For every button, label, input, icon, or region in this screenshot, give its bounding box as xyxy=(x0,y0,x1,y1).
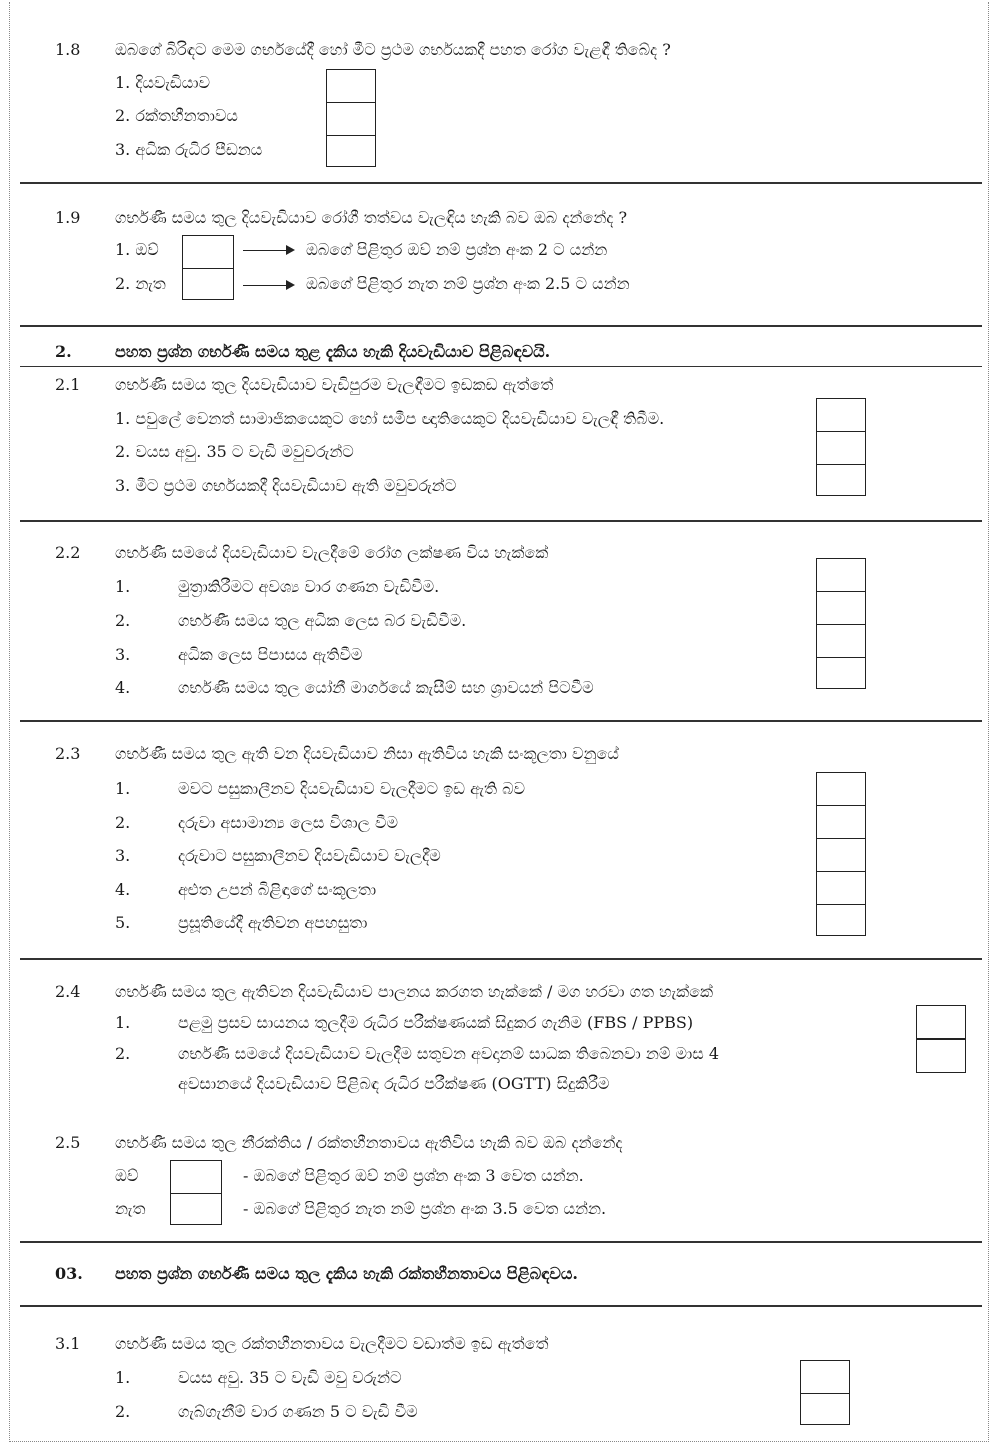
q1-8-checkbox-3[interactable] xyxy=(326,135,376,167)
q2-2-option-2: ගර්භණී සමය තුල අධික ලෙස බර වැඩිවීම. xyxy=(178,611,467,630)
section-divider xyxy=(20,366,982,367)
q2-3-number: 2.3 xyxy=(55,744,81,763)
q2-5-checkbox-no[interactable] xyxy=(170,1193,222,1225)
q2-2-option-3-num: 3. xyxy=(115,645,131,664)
q2-5-number: 2.5 xyxy=(55,1133,81,1152)
q2-3-option-4: අළුත උපන් බිළිඳාගේ සංකූලතා xyxy=(178,880,377,899)
q2-4-option-2-cont: අවසානයේ දියවැඩියාව පිළිබඳ රුධිර පරීක්ෂණ (OGTT) සිදුකිරීම xyxy=(178,1074,610,1093)
q3-1-option-2: ගැබ්ගැනීම් වාර ගණන 5 ට වැඩි වීම xyxy=(178,1402,418,1421)
q2-1-text: ගර්භණී සමය තුල දියවැඩියාව වැඩිපුරම වැලඳීමට ඉඩකඩ ඇත්තේ xyxy=(115,375,554,394)
q2-2-option-3: අධික ලෙස පිපාසය ඇතිවීම xyxy=(178,645,363,664)
q2-1-option-1: 1. පවුලේ වෙනත් සාමාජිකයෙකුට හෝ සමීප ඥාතියෙකුට දියවැඩියාව වැලඳී තිබීම. xyxy=(115,409,665,428)
q2-3-option-3: දරුවාට පසුකාලීනව දියවැඩියාව වැලදීම xyxy=(178,846,441,865)
section-divider xyxy=(20,325,982,327)
q2-2-option-1: මුත්‍රාකිරීමට අවශ්‍ය වාර ගණන වැඩිවීම. xyxy=(178,577,440,596)
section-2-number: 2. xyxy=(55,342,72,361)
q3-1-text: ගර්භණී සමය තුල රක්තහීනතාවය වැලදීමට වඩාත්ම ඉඩ ඇත්තේ xyxy=(115,1334,549,1353)
q2-2-option-1-num: 1. xyxy=(115,577,131,596)
q2-3-option-2: දරුවා අසාමාන්‍ය ලෙස විශාල වීම xyxy=(178,813,398,832)
q1-9-text: ගර්භණී සමය තුල දියවැඩියාව රෝගී තත්වය වැලඳිය හැකි බව ඔබ දන්නේද ? xyxy=(115,208,628,227)
q2-3-checkbox-1[interactable] xyxy=(816,772,866,806)
section-3-number: 03. xyxy=(55,1264,83,1283)
q2-2-number: 2.2 xyxy=(55,543,81,562)
q2-3-option-5: ප්‍රසූතියේදී ඇතිවන අපහසුතා xyxy=(178,913,368,932)
section-2-title: පහත ප්‍රශ්න ගර්භණී සමය තුළ දැකිය හැකි දියවැඩියාව පිළිබඳවයි. xyxy=(115,342,551,361)
q2-4-option-2-num: 2. xyxy=(115,1044,131,1063)
q2-4-text: ගර්භණී සමය තුල ඇතිවන දියවැඩියාව පාලනය කරගත හැක්කේ / මග හරවා ගත හැක්කේ xyxy=(115,982,714,1001)
q2-5-option-yes: ඔව් xyxy=(115,1166,139,1185)
q2-1-checkbox-2[interactable] xyxy=(816,431,866,465)
q2-5-option-no: නැත xyxy=(115,1199,146,1218)
q3-1-number: 3.1 xyxy=(55,1334,81,1353)
section-divider xyxy=(20,1305,982,1307)
q2-1-checkbox-3[interactable] xyxy=(816,464,866,496)
section-3-title: පහත ප්‍රශ්න ගර්භණී සමය තුල දැකිය හැකි රක්තහීනතාවය පිළිබඳවය. xyxy=(115,1264,578,1283)
q1-8-option-2: 2. රක්තහීනතාවය xyxy=(115,106,238,125)
q1-8-number: 1.8 xyxy=(55,40,81,59)
q2-3-option-4-num: 4. xyxy=(115,880,131,899)
q3-1-option-2-num: 2. xyxy=(115,1402,131,1421)
q2-3-text: ගර්භණී සමය තුල ඇති වන දියවැඩියාව නිසා ඇතිවිය හැකි සංකූලතා වනුයේ xyxy=(115,744,619,763)
q1-8-text: ඔබගේ බිරිඳට මෙම ගර්භයේදී හෝ මීට ප්‍රථම ගර්භයකදී පහත රෝග වැළඳී තිබේද ? xyxy=(115,40,671,59)
section-divider xyxy=(20,1241,982,1243)
q2-3-option-5-num: 5. xyxy=(115,913,131,932)
section-divider xyxy=(20,720,982,722)
q2-2-option-2-num: 2. xyxy=(115,611,131,630)
q2-4-option-1: පළමු ප්‍රසව සායනය තුලදීම රුධිර පරීක්ෂණයක් සිදුකර ගැනිම (FBS / PPBS) xyxy=(178,1013,694,1032)
q2-3-checkbox-5[interactable] xyxy=(816,904,866,936)
q2-4-checkbox-2[interactable] xyxy=(916,1039,966,1073)
q2-1-option-3: 3. මීට ප්‍රථම ගර්භයකදී දියවැඩියාව ඇති මවුවරුන්ට xyxy=(115,476,457,495)
arrow-icon xyxy=(243,250,293,251)
q1-8-checkbox-1[interactable] xyxy=(326,69,376,103)
q2-5-no-note: - ඔබගේ පිළිතුර නැත නම් ප්‍රශ්න අංක 3.5 වෙත යන්න. xyxy=(243,1199,607,1218)
q2-2-checkbox-1[interactable] xyxy=(816,558,866,592)
section-divider xyxy=(20,958,982,960)
q2-3-option-1: මවට පසුකාලීනව දියවැඩියාව වැලදීමට ඉඩ ඇති බව xyxy=(178,779,526,798)
q3-1-option-1-num: 1. xyxy=(115,1368,131,1387)
q2-4-checkbox-1[interactable] xyxy=(916,1005,966,1039)
q2-3-option-1-num: 1. xyxy=(115,779,131,798)
q2-3-option-2-num: 2. xyxy=(115,813,131,832)
q2-5-text: ගර්භණී සමය තුල නීරක්තිය / රක්තහීනතාවය ඇතිවිය හැකි බව ඔබ දන්නේද xyxy=(115,1133,623,1152)
q2-2-checkbox-4[interactable] xyxy=(816,657,866,689)
q1-9-yes-note: ඔබගේ පිළිතුර ඔව් නම් ප්‍රශ්න අංක 2 ට යන්න xyxy=(306,240,608,259)
q1-9-checkbox-yes[interactable] xyxy=(182,235,234,269)
q1-9-checkbox-no[interactable] xyxy=(182,268,234,300)
q2-1-number: 2.1 xyxy=(55,375,81,394)
q1-8-option-1: 1. දියවැඩියාව xyxy=(115,73,211,92)
q2-3-checkbox-3[interactable] xyxy=(816,838,866,872)
q2-3-option-3-num: 3. xyxy=(115,846,131,865)
q3-1-checkbox-2[interactable] xyxy=(800,1393,850,1425)
q2-4-option-1-num: 1. xyxy=(115,1013,131,1032)
q2-5-yes-note: - ඔබගේ පිළිතුර ඔව් නම් ප්‍රශ්න අංක 3 වෙත යන්න. xyxy=(243,1166,584,1185)
section-divider xyxy=(20,520,982,522)
q3-1-checkbox-1[interactable] xyxy=(800,1360,850,1394)
arrow-icon xyxy=(243,285,293,286)
q3-1-option-1: වයස අවු. 35 ට වැඩි මවු වරුන්ට xyxy=(178,1368,402,1387)
q2-2-checkbox-3[interactable] xyxy=(816,624,866,658)
section-divider xyxy=(20,182,982,184)
q2-3-checkbox-2[interactable] xyxy=(816,805,866,839)
q2-2-option-4: ගර්භණී සමය තුල යෝනී මාර්ගයේ කැසීම් සහ ශ්‍රාවයන් පිටවීම xyxy=(178,678,594,697)
q1-9-number: 1.9 xyxy=(55,208,81,227)
q2-1-checkbox-1[interactable] xyxy=(816,398,866,432)
q2-2-checkbox-2[interactable] xyxy=(816,591,866,625)
q2-5-checkbox-yes[interactable] xyxy=(170,1160,222,1194)
q2-4-option-2: ගර්භණී සමයේ දියවැඩියාව වැලදීම සතුවන අවදානම් සාධක තිබෙනවා නම් මාස 4 xyxy=(178,1044,720,1063)
q1-8-checkbox-2[interactable] xyxy=(326,102,376,136)
q1-9-option-yes: 1. ඔව් xyxy=(115,240,159,259)
q2-1-option-2: 2. වයස අවු. 35 ට වැඩි මවුවරුන්ට xyxy=(115,442,354,461)
q1-9-no-note: ඔබගේ පිළිතුර නැත නම් ප්‍රශ්න අංක 2.5 ට යන්න xyxy=(306,274,630,293)
q1-9-option-no: 2. නැත xyxy=(115,274,166,293)
q2-4-number: 2.4 xyxy=(55,982,81,1001)
q2-3-checkbox-4[interactable] xyxy=(816,871,866,905)
q1-8-option-3: 3. අධික රුධිර පීඩනය xyxy=(115,140,263,159)
q2-2-text: ගර්භණී සමයේ දියවැඩියාව වැලදීමේ රෝග ලක්ෂණ විය හැක්කේ xyxy=(115,543,549,562)
q2-2-option-4-num: 4. xyxy=(115,678,131,697)
